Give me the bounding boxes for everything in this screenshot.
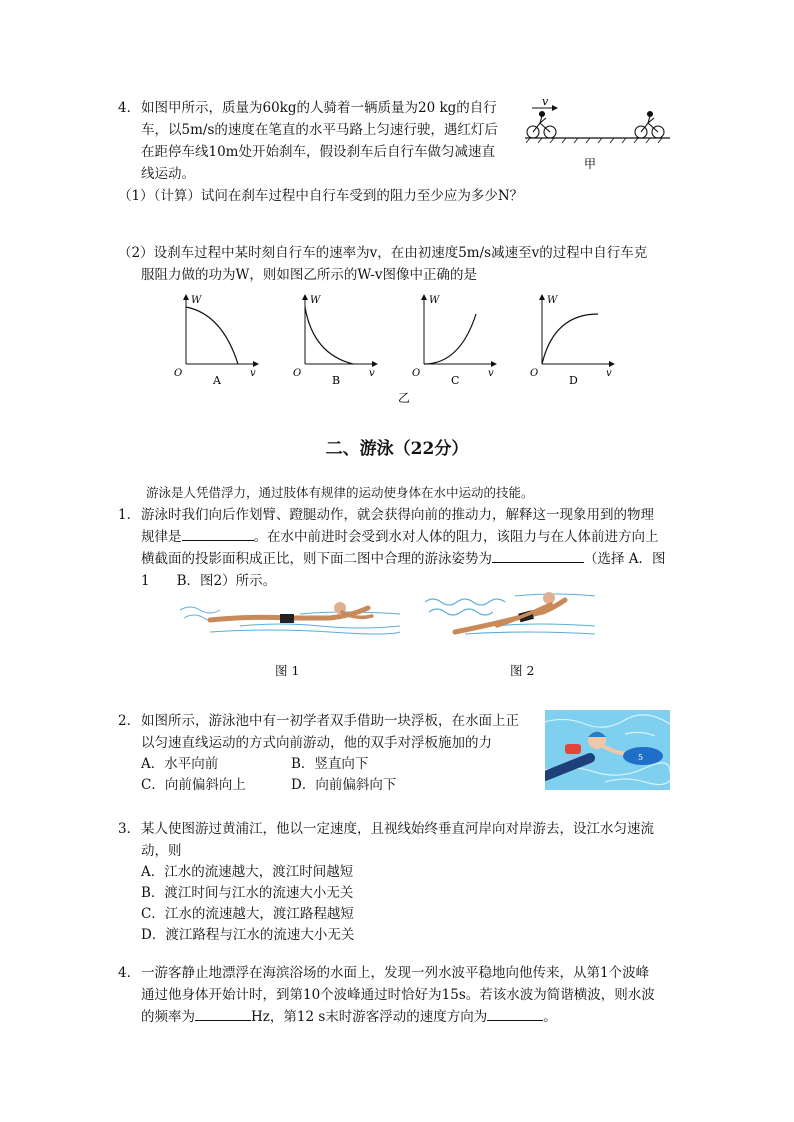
velocity-label: v bbox=[542, 95, 549, 108]
graph-c bbox=[412, 295, 496, 387]
graph-c-label: C bbox=[451, 374, 460, 387]
question-3-option-c[interactable]: C．江水的流速越大，渡江路程越短 bbox=[141, 906, 354, 922]
question-4-wave-line-3 bbox=[141, 1006, 557, 1028]
question-4-number: 4． bbox=[118, 100, 141, 116]
graph-b-label: B bbox=[332, 374, 341, 387]
origin-label: O bbox=[293, 368, 302, 379]
swimmer-body-flat bbox=[210, 602, 372, 623]
question-text: 的频率为 bbox=[141, 1009, 195, 1025]
question-2-option-d[interactable]: D．向前偏斜向下 bbox=[291, 777, 397, 793]
road-hatching bbox=[526, 138, 662, 143]
figure-yi-caption: 乙 bbox=[398, 391, 411, 405]
question-1-line-1: 游泳时我们向后作划臂、蹬腿动作，就会获得向前的推动力，解释这一现象用到的物理 bbox=[141, 507, 654, 523]
swimmer-figure-2 bbox=[425, 586, 600, 644]
question-3-option-b[interactable]: B．渡江时间与江水的流速大小无关 bbox=[141, 885, 354, 901]
origin-label: O bbox=[530, 368, 539, 379]
question-1-text: 规律是 bbox=[141, 529, 182, 545]
question-4-sub-2-line-1: （2）设刹车过程中某时刻自行车的速率为v，在由初速度5m/s减速至v的过程中自行车克 bbox=[118, 245, 648, 261]
answer-blank-direction[interactable] bbox=[487, 1006, 543, 1021]
graph-d bbox=[530, 295, 614, 387]
question-3-line-2: 动，则 bbox=[141, 843, 182, 859]
question-3-option-a[interactable]: A．江水的流速越大，渡江时间越短 bbox=[141, 864, 354, 880]
figure-2-caption: 图 2 bbox=[510, 663, 535, 678]
w-v-graphs bbox=[170, 290, 630, 410]
axis-w-label: W bbox=[429, 295, 440, 306]
question-text: 。 bbox=[543, 1009, 557, 1025]
bike-figure bbox=[520, 94, 675, 174]
swimmer-body-inclined bbox=[455, 592, 565, 632]
question-2-line-2: 以匀速直线运动的方式向前游动，他的双手对浮板施加的力 bbox=[141, 735, 492, 751]
curve-b bbox=[305, 307, 353, 364]
question-2-number: 2． bbox=[118, 713, 141, 729]
axis-w-label: W bbox=[547, 295, 558, 306]
question-3-option-d[interactable]: D．渡江路程与江水的流速大小无关 bbox=[141, 927, 355, 943]
axis-v-label: v bbox=[488, 368, 494, 379]
question-4-sub-1: （1）（计算）试问在刹车过程中自行车受到的阻力至少应为多少N？ bbox=[118, 188, 524, 204]
axis-v-label: v bbox=[369, 368, 375, 379]
question-2-option-c[interactable]: C．向前偏斜向上 bbox=[141, 777, 246, 793]
figure-jia-caption: 甲 bbox=[584, 157, 597, 171]
question-2-option-a[interactable]: A．水平向前 bbox=[141, 756, 219, 772]
axis-w-label: W bbox=[310, 295, 321, 306]
water-waves bbox=[425, 594, 595, 634]
axis-v-label: v bbox=[250, 368, 256, 379]
graph-a bbox=[174, 295, 258, 387]
question-1-line-3 bbox=[141, 548, 666, 570]
question-3-line-1: 某人使图游过黄浦江，他以一定速度，且视线始终垂直河岸向对岸游去，设江水匀速流 bbox=[141, 821, 654, 837]
figure-1-caption: 图 1 bbox=[275, 663, 300, 678]
question-4-wave-line-1: 一游客静止地漂浮在海滨浴场的水面上，发现一列水波平稳地向他传来，从第1个波峰 bbox=[141, 965, 650, 981]
question-4-wave-number: 4． bbox=[118, 965, 141, 981]
question-2-option-b[interactable]: B．竖直向下 bbox=[291, 756, 369, 772]
question-1-line-4: 1 B．图2）所示。 bbox=[141, 573, 277, 589]
question-1-number: 1． bbox=[118, 507, 141, 523]
svg-text:5: 5 bbox=[638, 753, 644, 762]
question-4-line-1: 如图甲所示，质量为60kg的人骑着一辆质量为20 kg的自行 bbox=[141, 100, 497, 116]
curve-a bbox=[186, 307, 238, 364]
bicycle-icon-right bbox=[635, 112, 664, 139]
section-intro: 游泳是人凭借浮力，通过肢体有规律的运动使身体在水中运动的技能。 bbox=[146, 485, 534, 500]
answer-blank-frequency[interactable] bbox=[195, 1006, 251, 1021]
graph-b bbox=[293, 295, 377, 387]
curve-c bbox=[424, 314, 476, 364]
question-text: Hz，第12 s末时游客浮动的速度方向为 bbox=[251, 1009, 488, 1025]
swimmer-figure-1 bbox=[180, 590, 405, 640]
question-4-wave-line-2: 通过他身体开始计时，到第10个波峰通过时恰好为15s。若该水波为简谐横波，则水波 bbox=[141, 987, 655, 1003]
graph-d-label: D bbox=[569, 374, 578, 387]
question-3-number: 3． bbox=[118, 821, 141, 837]
answer-blank-2[interactable] bbox=[492, 548, 584, 563]
origin-label: O bbox=[412, 368, 421, 379]
section-title: 二、游泳（22分） bbox=[325, 439, 469, 459]
answer-blank-1[interactable] bbox=[182, 526, 254, 541]
bicycle-icon-left bbox=[527, 112, 556, 139]
question-4-sub-2-line-2: 服阻力做的功为W，则如图乙所示的W-v图像中正确的是 bbox=[141, 267, 477, 283]
curve-d bbox=[542, 314, 598, 364]
question-1-line-2 bbox=[141, 526, 659, 548]
question-1-text: 横截面的投影面积成正比，则下面二图中合理的游泳姿势为 bbox=[141, 551, 492, 567]
question-4-line-3: 在距停车线10m处开始刹车，假设刹车后自行车做匀减速直 bbox=[141, 144, 495, 160]
question-1-text: 。在水中前进时会受到水对人体的阻力，该阻力与在人体前进方向上 bbox=[253, 529, 659, 545]
kickboard-swimmer-image bbox=[545, 710, 670, 790]
question-4-line-2: 车，以5m/s的速度在笔直的水平马路上匀速行驶，遇红灯后 bbox=[141, 122, 498, 138]
graph-a-label: A bbox=[213, 374, 221, 387]
question-2-line-1: 如图所示，游泳池中有一初学者双手借助一块浮板，在水面上正 bbox=[141, 713, 519, 729]
origin-label: O bbox=[174, 368, 183, 379]
axis-v-label: v bbox=[606, 368, 612, 379]
question-1-text: （选择 A．图 bbox=[584, 551, 666, 567]
axis-w-label: W bbox=[191, 295, 202, 306]
question-4-line-4: 线运动。 bbox=[141, 166, 195, 182]
